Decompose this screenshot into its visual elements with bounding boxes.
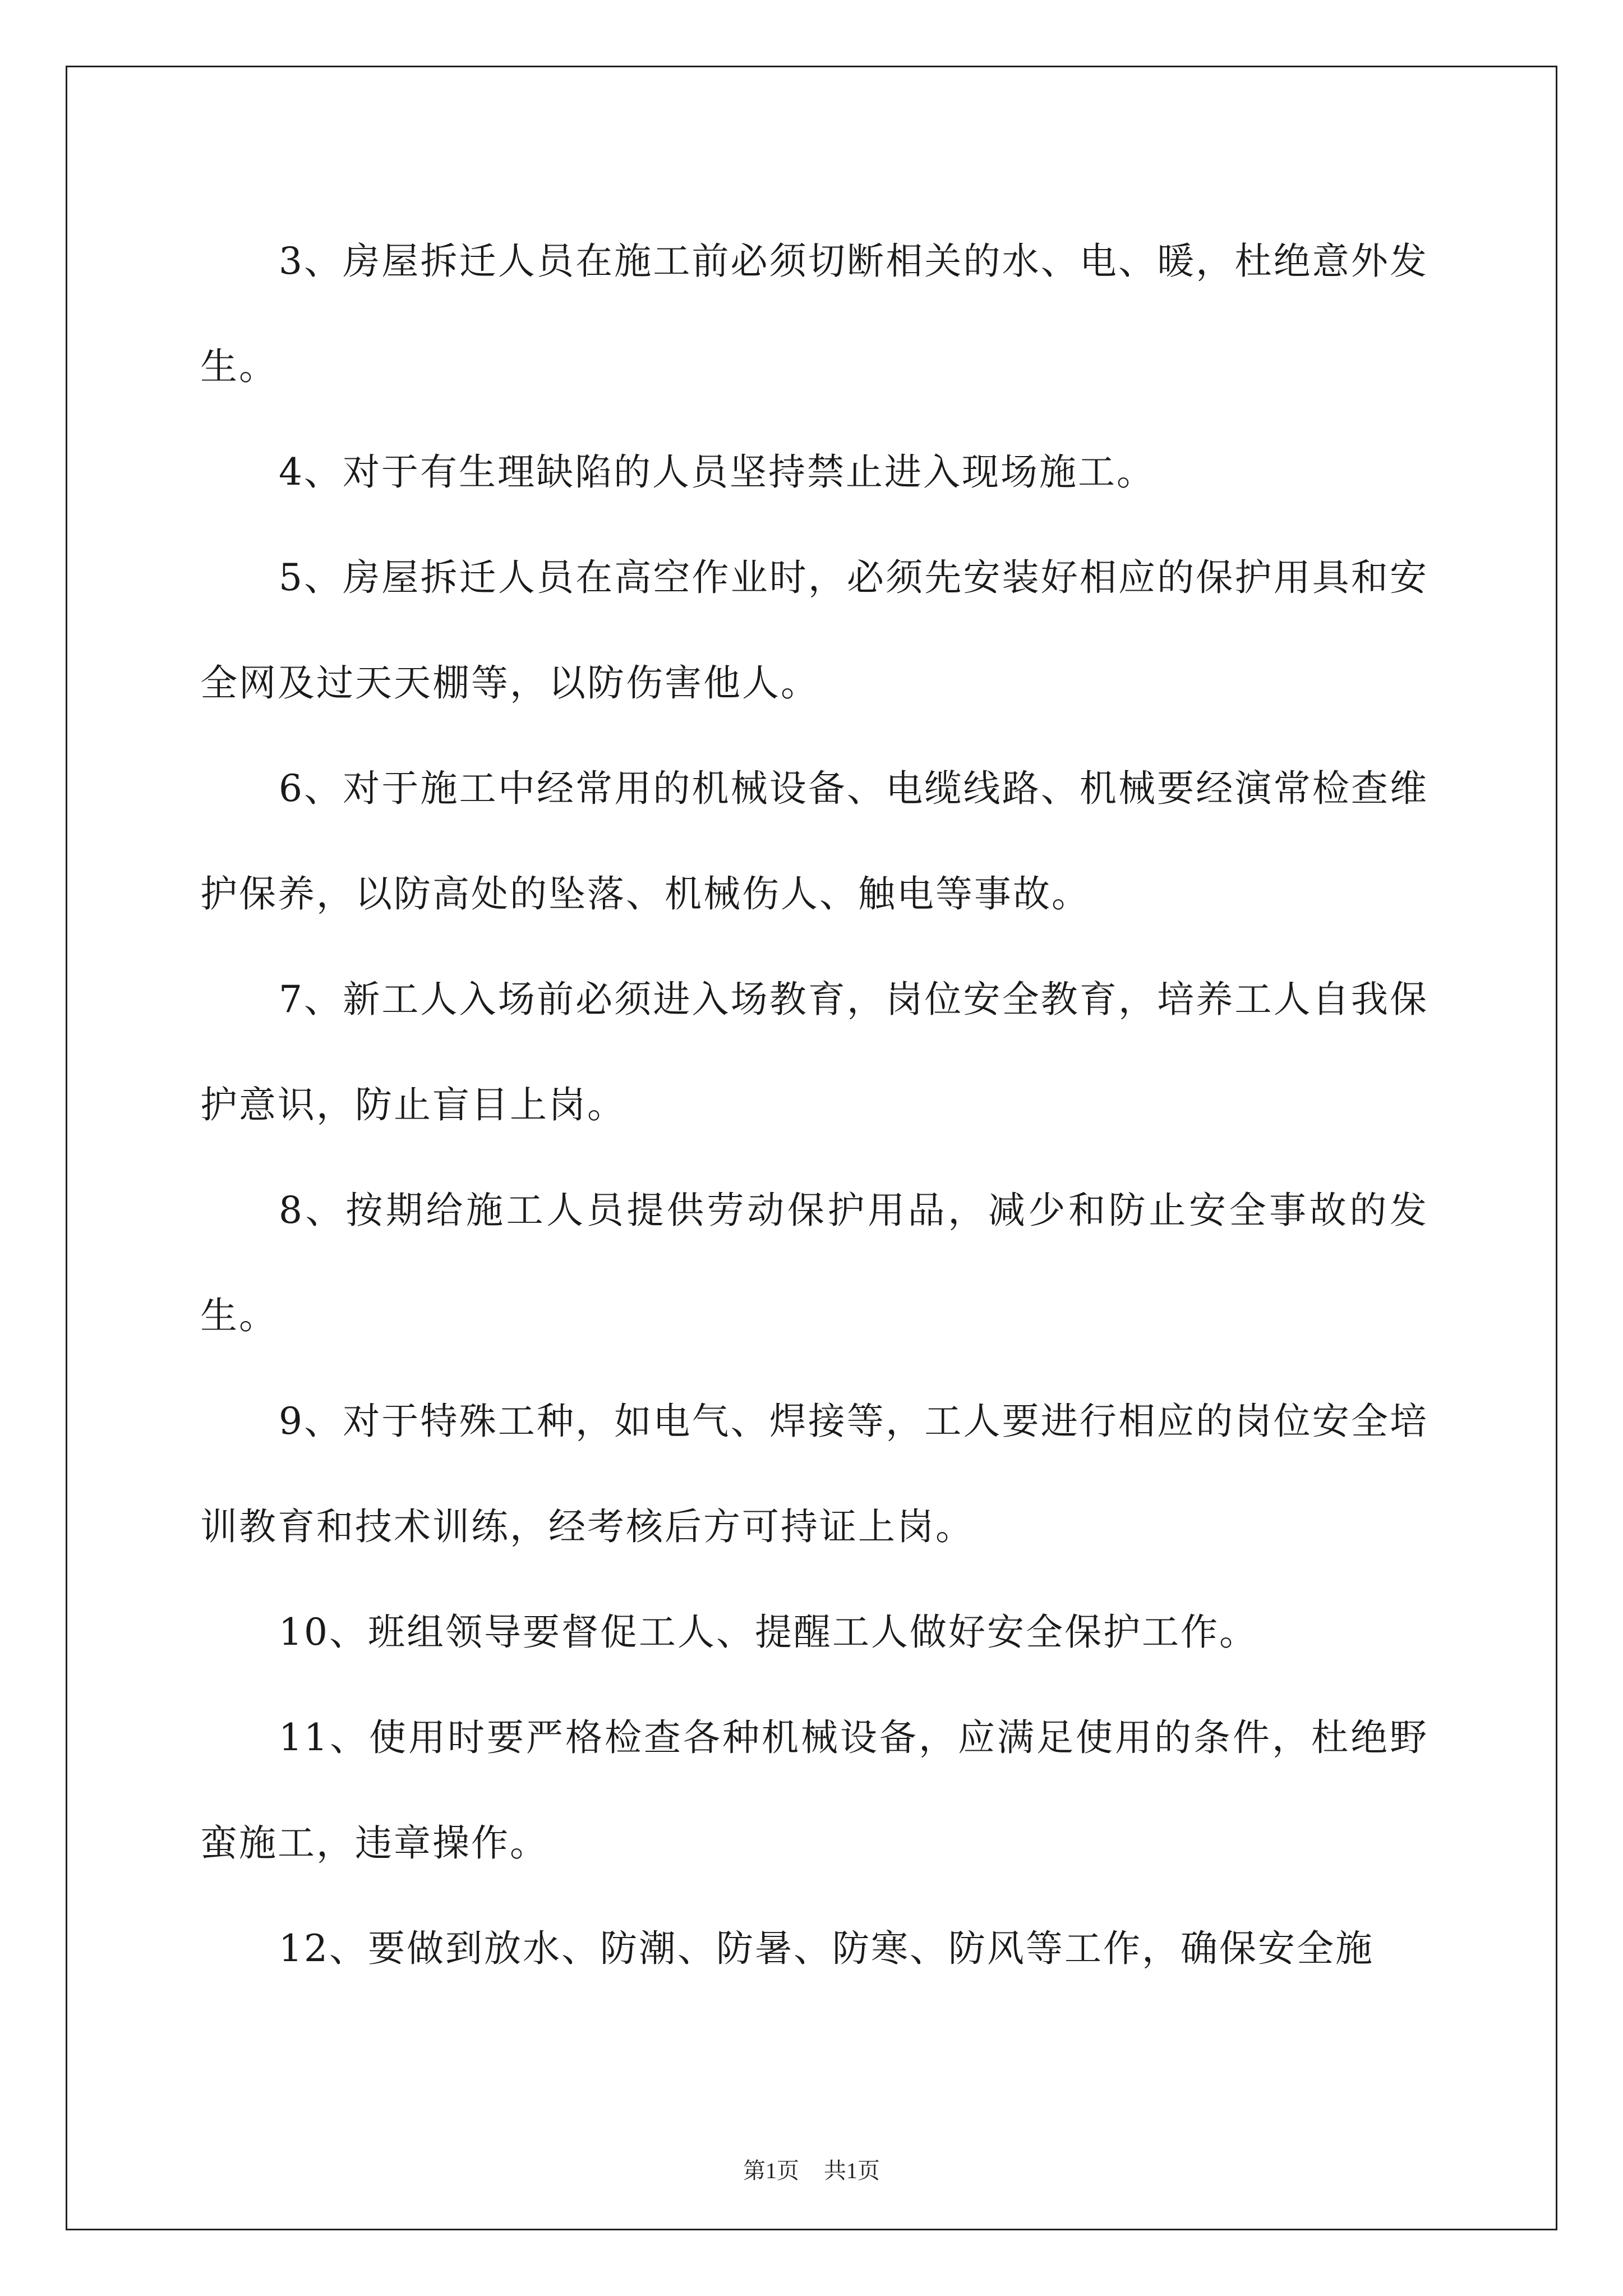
page-footer xyxy=(0,2153,1623,2185)
paragraph-item-12: 12、要做到放水、防潮、防暑、防寒、防风等工作，确保安全施 xyxy=(279,1927,1374,1970)
document-body xyxy=(200,209,1428,2001)
paragraph-item-5: 5、房屋拆迁人员在高空作业时，必须先安装好相应的保护用具和安全网及过天天棚等，以防伤害他人。 xyxy=(200,556,1428,705)
paragraph-item-4: 4、对于有生理缺陷的人员坚持禁止进入现场施工。 xyxy=(279,450,1155,494)
paragraph-item-7: 7、新工人入场前必须进入场教育，岗位安全教育，培养工人自我保护意识，防止盲目上岗。 xyxy=(200,978,1428,1126)
paragraph-item-8: 8、按期给施工人员提供劳动保护用品，减少和防止安全事故的发生。 xyxy=(200,1189,1428,1337)
page-number-current: 第1页 xyxy=(743,2158,799,2183)
page-number-total: 共1页 xyxy=(824,2158,880,2183)
paragraph-item-3: 3、房屋拆迁人员在施工前必须切断相关的水、电、暖，杜绝意外发生。 xyxy=(200,240,1428,388)
paragraph-item-10: 10、班组领导要督促工人、提醒工人做好安全保护工作。 xyxy=(279,1611,1258,1654)
paragraph-item-6: 6、对于施工中经常用的机械设备、电缆线路、机械要经演常检查维护保养，以防高处的坠落、机械伤人、触电等事故。 xyxy=(200,767,1428,915)
paragraph-item-9: 9、对于特殊工种，如电气、焊接等，工人要进行相应的岗位安全培训教育和技术训练，经考核后方可持证上岗。 xyxy=(200,1400,1428,1548)
paragraph-item-11: 11、使用时要严格检查各种机械设备，应满足使用的条件，杜绝野蛮施工，违章操作。 xyxy=(200,1716,1428,1865)
